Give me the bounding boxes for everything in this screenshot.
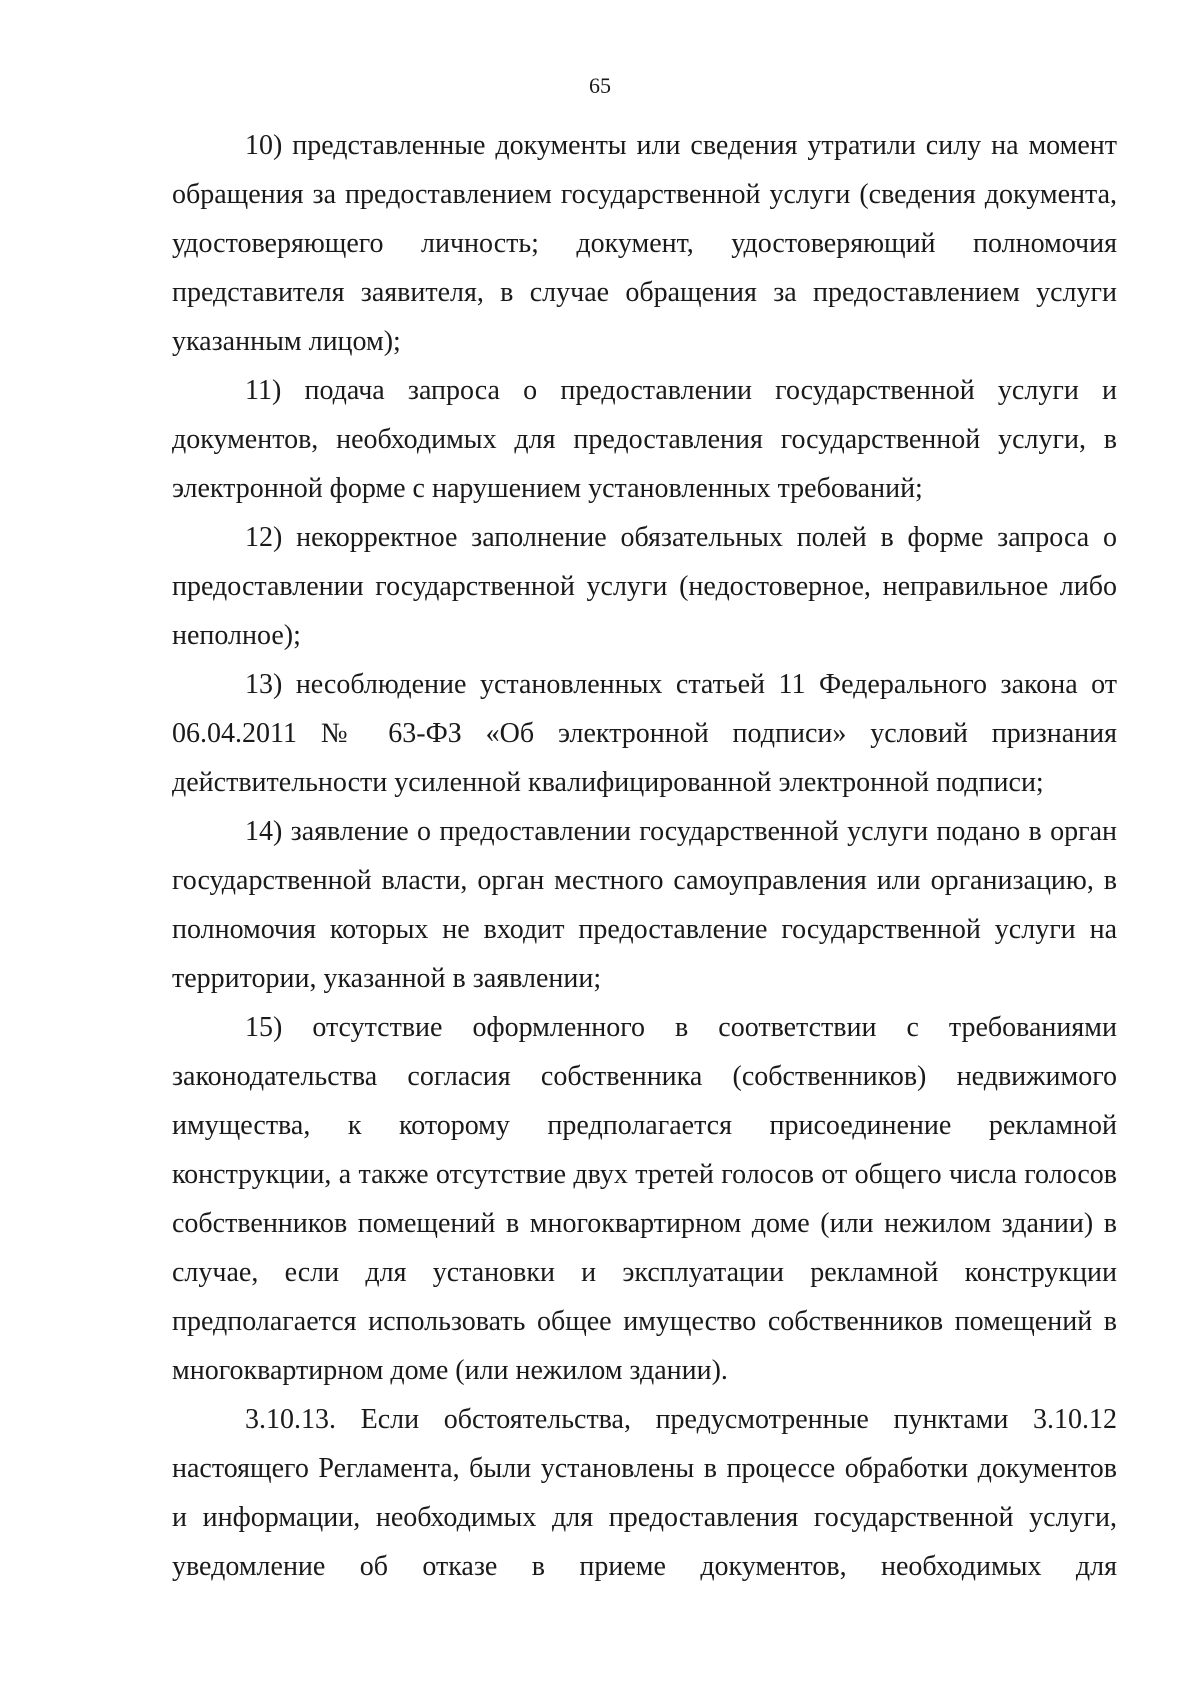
document-body [172,121,1117,1591]
paragraph-item-12: 12) некорректное заполнение обязательных полей в форме запроса о предоставлении государственной услуги (недостоверное, неправильное либо неполное); [172,522,1117,651]
paragraph-item-10: 10) представленные документы или сведения утратили силу на момент обращения за предоставлением государственной услуги (сведения документа, удостоверяющего личность; документ, удостоверяющий полномочия представителя заявителя, в случае обращения за предоставлением услуги указанным лицом); [172,130,1117,357]
paragraph-clause-3-10-13: 3.10.13. Если обстоятельства, предусмотренные пунктами 3.10.12 настоящего Регламента, были установлены в процессе обработки документов и информации, необходимых для предоставления государственной услуги, уведомление об отказе в приеме документов, необходимых для [172,1404,1117,1582]
paragraph-item-15: 15) отсутствие оформленного в соответствии с требованиями законодательства согласия собственника (собственников) недвижимого имущества, к которому предполагается присоединение рекламной конструкции, а также отсутствие двух третей голосов от общего числа голосов собственников помещений в многоквартирном доме (или нежилом здании) в случае, если для установки и эксплуатации рекламной конструкции предполагается использовать общее имущество собственников помещений в многоквартирном доме (или нежилом здании). [172,1012,1117,1386]
page-number: 65 [589,73,611,98]
paragraph-item-14: 14) заявление о предоставлении государственной услуги подано в орган государственной власти, орган местного самоуправления или организацию, в полномочия которых не входит предоставление государственной услуги на территории, указанной в заявлении; [172,816,1117,994]
paragraph-item-13: 13) несоблюдение установленных статьей 11 Федерального закона от 06.04.2011 № 63-ФЗ «Об электронной подписи» условий признания действительности усиленной квалифицированной электронной подписи; [172,669,1117,798]
paragraph-item-11: 11) подача запроса о предоставлении государственной услуги и документов, необходимых для предоставления государственной услуги, в электронной форме с нарушением установленных требований; [172,375,1117,504]
